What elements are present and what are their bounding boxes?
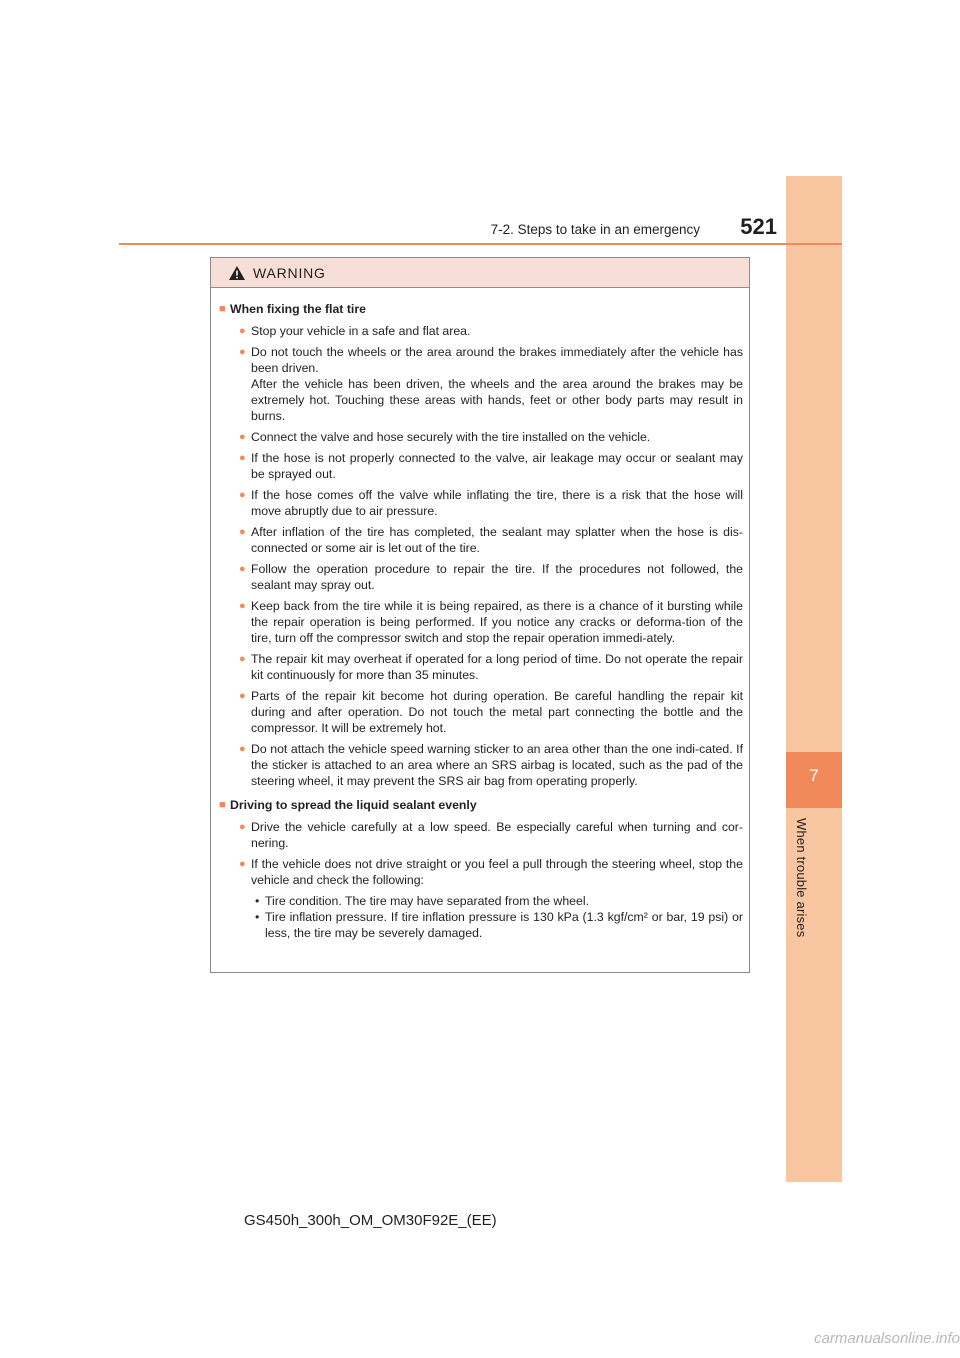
round-bullet-icon: ● (239, 489, 246, 501)
list-item-text: Drive the vehicle carefully at a low speed. Be especially careful when turning and cor-nering. (251, 820, 743, 850)
round-bullet-icon: ● (239, 858, 246, 870)
round-bullet-icon: ● (239, 821, 246, 833)
list-item-text: Keep back from the tire while it is being repaired, as there is a chance of it bursting while the repair operation is being performed. If you notice any cracks or deforma-tion of the tire, turn off the compressor switch and stop the repair operation immedi-ately. (251, 599, 743, 645)
section-heading (219, 797, 743, 813)
list-item-text: Stop your vehicle in a safe and flat area. (251, 324, 471, 338)
header-rule (119, 243, 842, 245)
list-item-text: If the hose is not properly connected to the valve, air leakage may occur or sealant may be sprayed out. (251, 451, 743, 481)
warning-header (211, 258, 749, 288)
list-item (219, 819, 743, 851)
warning-body (211, 288, 749, 941)
round-bullet-icon: ● (239, 325, 246, 337)
warning-box (210, 257, 750, 973)
list-item-text: Follow the operation procedure to repair the tire. If the procedures not followed, the sealant may spray out. (251, 562, 743, 592)
list-item (219, 524, 743, 556)
header-section-title: 7-2. Steps to take in an emergency (490, 222, 700, 237)
chapter-tab-strip (786, 176, 842, 1182)
round-bullet-icon: ● (239, 526, 246, 538)
list-item (219, 688, 743, 736)
chapter-number: 7 (809, 766, 819, 785)
list-item (219, 561, 743, 593)
round-bullet-icon: ● (239, 346, 246, 358)
sub-list-item (251, 909, 743, 941)
list-item-text: Connect the valve and hose securely with the tire installed on the vehicle. (251, 430, 651, 444)
list-item (219, 487, 743, 519)
list-item-text: If the hose comes off the valve while inflating the tire, there is a risk that the hose will move abruptly due to air pressure. (251, 488, 743, 518)
section-heading-text: Driving to spread the liquid sealant evenly (230, 798, 477, 812)
list-item (219, 651, 743, 683)
sub-list-item (251, 893, 743, 909)
footer-model-code: GS450h_300h_OM_OM30F92E_(EE) (244, 1212, 497, 1229)
round-bullet-icon: ● (239, 563, 246, 575)
section-heading-text: When fixing the flat tire (230, 302, 366, 316)
sub-list-item-text: Tire condition. The tire may have separated from the wheel. (265, 894, 589, 908)
list-item (219, 344, 743, 424)
list-item-text: Parts of the repair kit become hot during operation. Be careful handling the repair kit during and after operation. Do not touch the metal part connecting the bottle and the compressor. It will be extremely hot. (251, 689, 743, 735)
section-heading (219, 301, 743, 317)
watermark: carmanualsonline.info (814, 1330, 960, 1347)
page-number: 521 (740, 214, 777, 239)
small-bullet-icon: • (255, 894, 260, 908)
square-bullet-icon: ■ (219, 799, 226, 811)
list-item (219, 856, 743, 941)
round-bullet-icon: ● (239, 452, 246, 464)
list-item (219, 323, 743, 339)
list-item (219, 450, 743, 482)
list-item-text: The repair kit may overheat if operated for a long period of time. Do not operate the repair kit continuously for more than 35 minutes. (251, 652, 743, 682)
list-item-body (251, 856, 743, 941)
round-bullet-icon: ● (239, 600, 246, 612)
round-bullet-icon: ● (239, 743, 246, 755)
sub-list (251, 893, 743, 941)
round-bullet-icon: ● (239, 431, 246, 443)
warning-title: WARNING (253, 264, 326, 281)
chapter-title: When trouble arises (794, 818, 809, 938)
list-item-text: If the vehicle does not drive straight or you feel a pull through the steering wheel, stop the vehicle and check the following: (251, 857, 743, 887)
list-item-text: After inflation of the tire has completed, the sealant may splatter when the hose is dis-connected or some air is let out of the tire. (251, 525, 743, 555)
warning-triangle-icon (228, 265, 246, 281)
list-item-text: Do not touch the wheels or the area around the brakes immediately after the vehicle has been driven. After the vehicle has been driven, the wheels and the area around the brakes may be extremely hot. Touching these areas with hands, feet or other body parts may result in burns. (251, 345, 743, 423)
small-bullet-icon: • (255, 910, 260, 924)
sub-list-item-text: Tire inflation pressure. If tire inflation pressure is 130 kPa (1.3 kgf/cm² or bar, 19 psi) or less, the tire may be severely damaged. (265, 910, 743, 940)
round-bullet-icon: ● (239, 690, 246, 702)
round-bullet-icon: ● (239, 653, 246, 665)
list-item (219, 429, 743, 445)
list-item (219, 598, 743, 646)
square-bullet-icon: ■ (219, 303, 226, 315)
list-item (219, 741, 743, 789)
list-item-text: Do not attach the vehicle speed warning sticker to an area other than the one indi-cated. If the sticker is attached to an area where an SRS airbag is located, such as the pad of the steering wheel, it may prevent the SRS air bag from operating properly. (251, 742, 743, 788)
